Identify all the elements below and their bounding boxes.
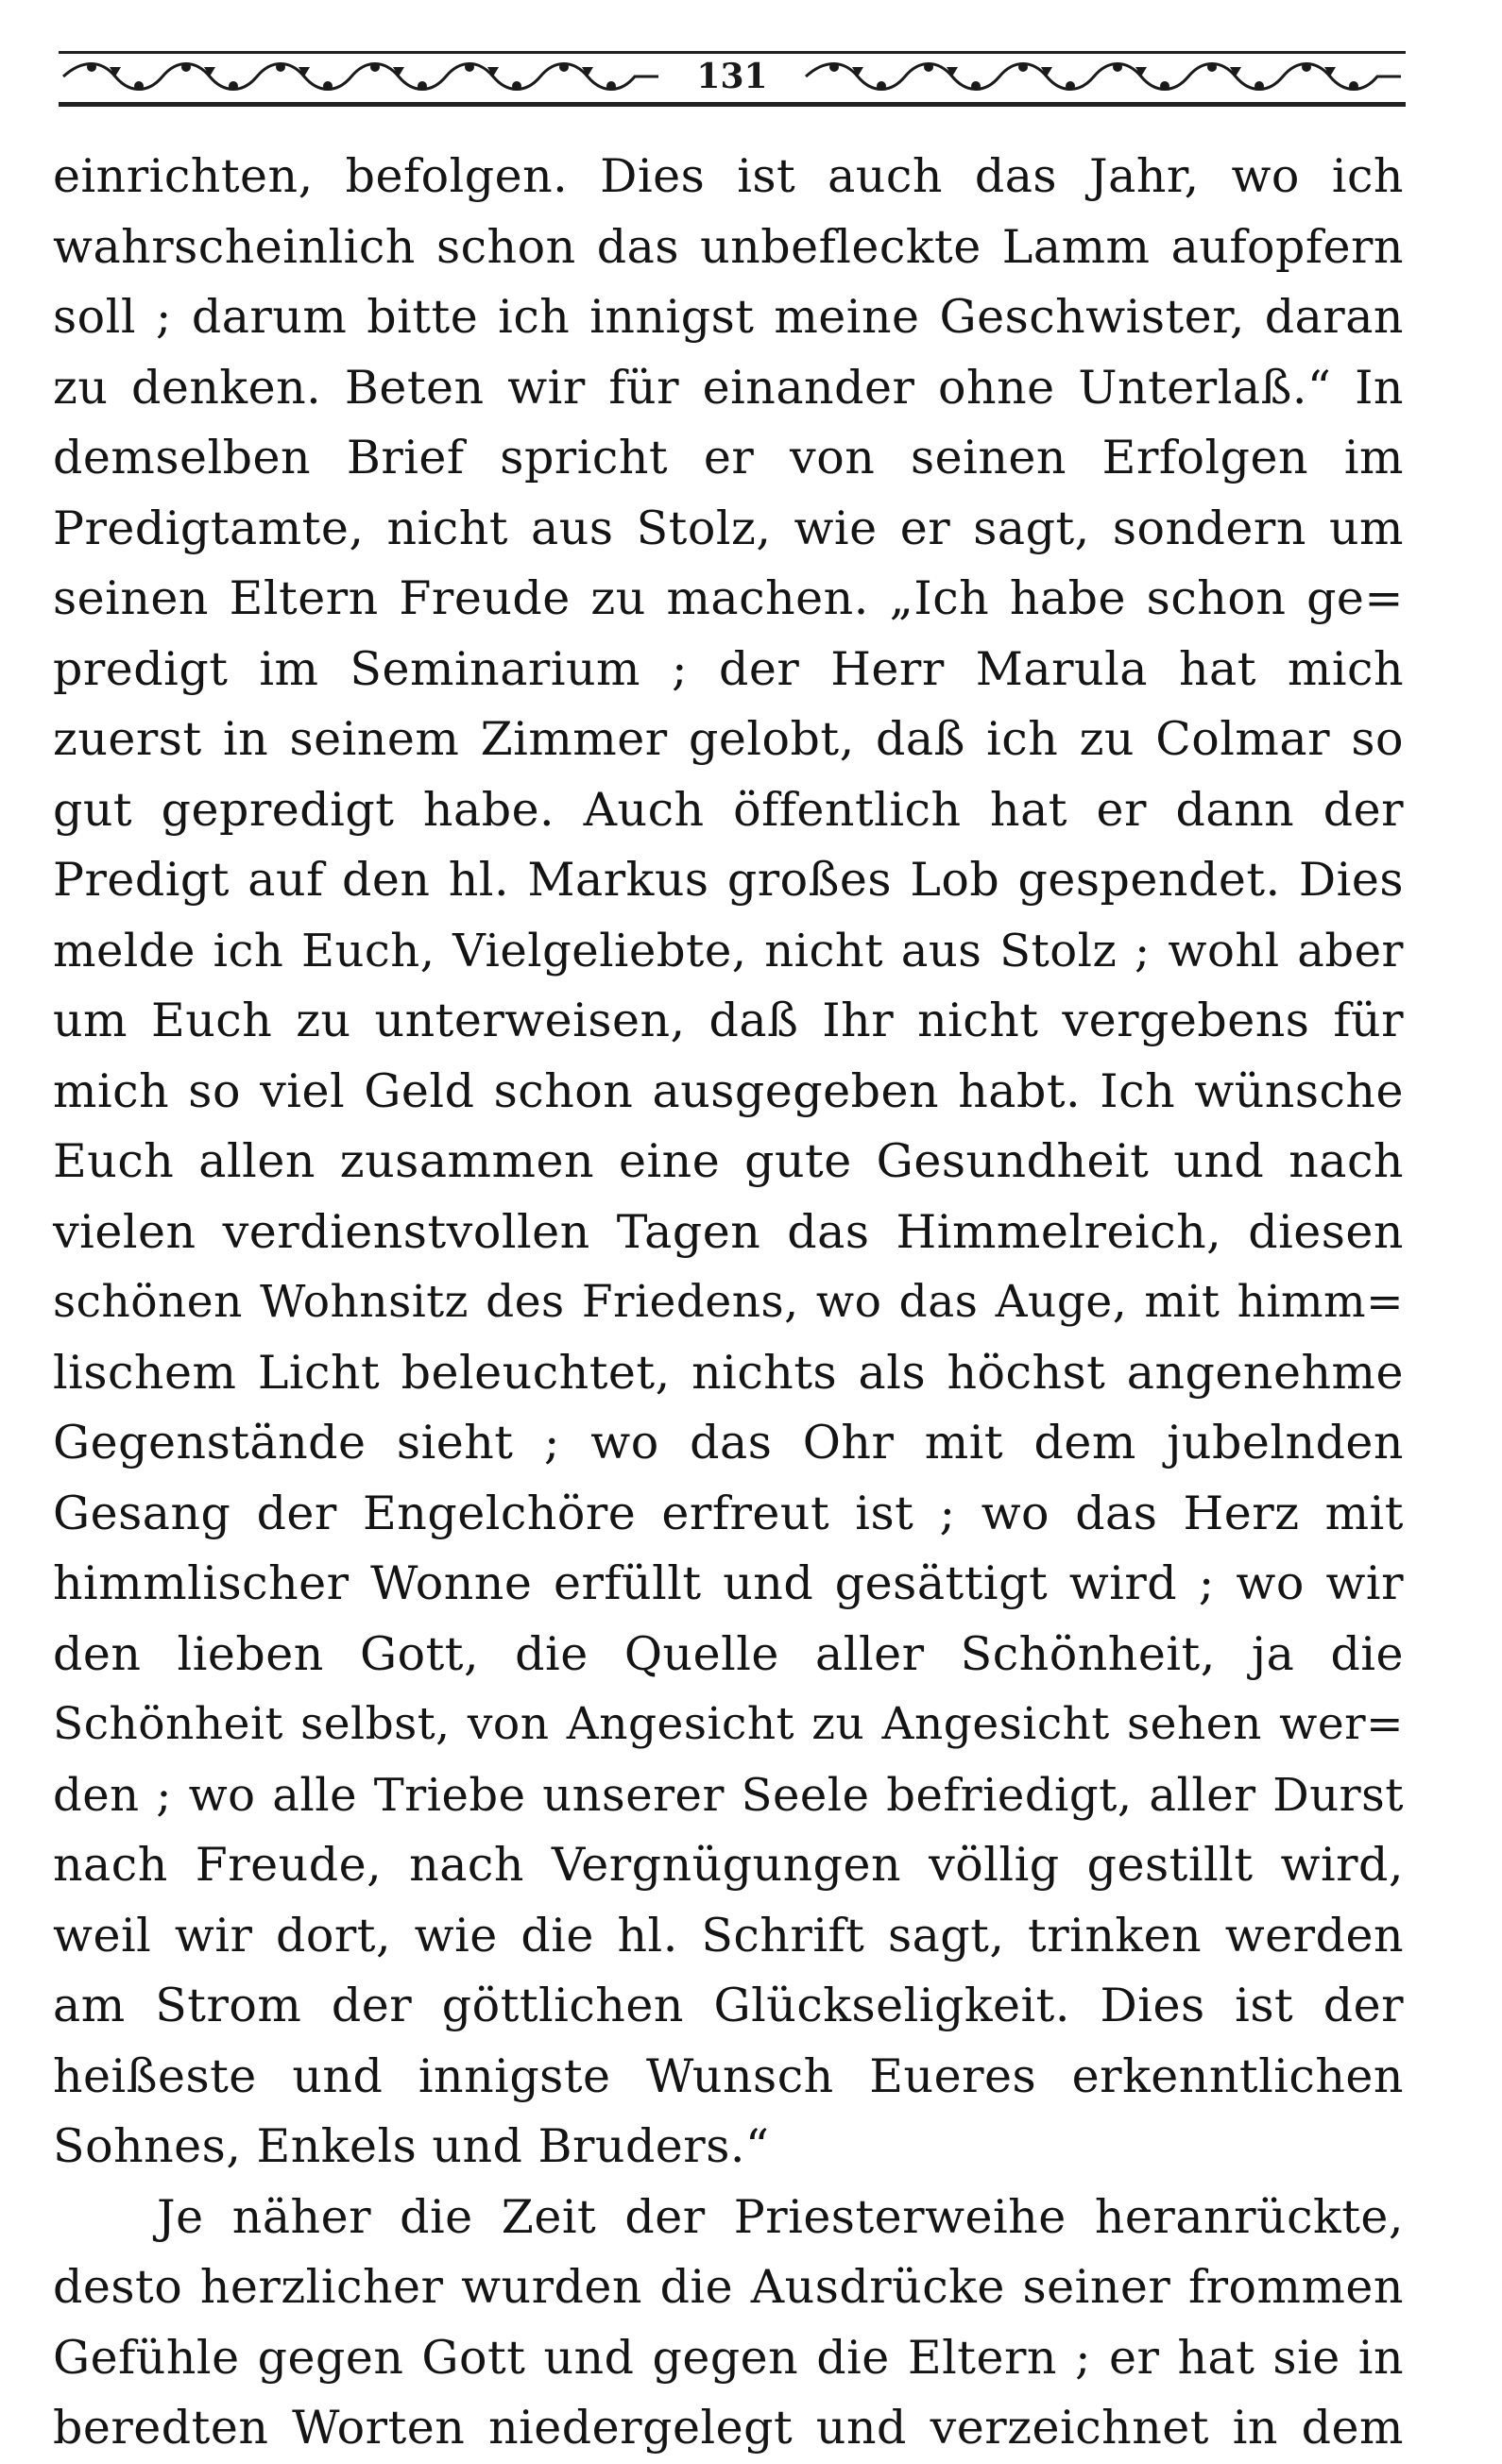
- text-line: predigt im Seminarium ; der Herr Marula hat mich: [53, 641, 1404, 696]
- text-line: am Strom der göttlichen Glückseligkeit. Dies ist der: [53, 1979, 1404, 2032]
- text-line: nach Freude, nach Vergnügungen völlig gestillt wird,: [53, 1838, 1404, 1892]
- text-line: Predigtamte, nicht aus Stolz, wie er sagt, sondern um: [53, 501, 1404, 555]
- text-line: demselben Brief spricht er von seinen Erfolgen im: [53, 431, 1404, 484]
- text-line: lischem Licht beleuchtet, nichts als höchst angenehme: [53, 1345, 1404, 1400]
- text-line: Euch allen zusammen eine gute Gesundheit und nach: [53, 1134, 1404, 1188]
- text-line: seinen Eltern Freude zu machen. „Ich habe schon ge=: [53, 571, 1404, 625]
- text-line: gut gepredigt habe. Auch öffentlich hat er dann der: [53, 782, 1404, 837]
- text-line: Gefühle gegen Gott und gegen die Eltern ; er hat sie in: [53, 2330, 1404, 2385]
- text-line: vielen verdienstvollen Tagen das Himmelreich, diesen: [53, 1204, 1404, 1259]
- text-line: desto herzlicher wurden die Ausdrücke seiner frommen: [53, 2260, 1404, 2314]
- text-line: zu denken. Beten wir für einander ohne Unterlaß.“ In: [53, 360, 1404, 415]
- text-line: wahrscheinlich schon das unbefleckte Lamm aufopfern: [53, 219, 1404, 274]
- text-line: soll ; darum bitte ich innigst meine Geschwister, daran: [53, 290, 1404, 344]
- text-line: heißeste und innigste Wunsch Eueres erkenntlichen: [53, 2048, 1404, 2103]
- text-line: Predigt auf den hl. Markus großes Lob gespendet. Dies: [53, 853, 1404, 907]
- text-line: Schönheit selbst, von Angesicht zu Angesicht sehen wer=: [53, 1698, 1404, 1750]
- page-header: [59, 47, 1406, 106]
- text-line: mich so viel Geld schon ausgegeben habt. Ich wünsche: [53, 1063, 1404, 1118]
- text-line: Sohnes, Enkels und Bruders.“: [53, 2119, 770, 2173]
- floral-ornament-right-icon: [801, 56, 1406, 97]
- text-line: himmlischer Wonne erfüllt und gesättigt wird ; wo wir: [53, 1556, 1404, 1610]
- text-line: Gegenstände sieht ; wo das Ohr mit dem jubelnden: [53, 1416, 1404, 1470]
- text-line: den ; wo alle Triebe unserer Seele befriedigt, aller Durst: [53, 1768, 1404, 1822]
- page-number: 131: [696, 57, 768, 96]
- body-text: [53, 142, 1404, 2464]
- floral-ornament-left-icon: [59, 56, 663, 97]
- text-line: schönen Wohnsitz des Friedens, wo das Auge, mit himm=: [53, 1276, 1404, 1328]
- text-line: Gesang der Engelchöre erfreut ist ; wo das Herz mit: [53, 1486, 1404, 1540]
- text-line: den lieben Gott, die Quelle aller Schönheit, ja die: [53, 1626, 1404, 1681]
- text-line: beredten Worten niedergelegt und verzeichnet in dem: [53, 2401, 1404, 2455]
- text-line: zuerst in seinem Zimmer gelobt, daß ich zu Colmar so: [53, 712, 1404, 766]
- text-line: melde ich Euch, Vielgeliebte, nicht aus Stolz ; wohl aber: [53, 924, 1404, 977]
- paragraph-first-line: Je näher die Zeit der Priesterweihe heranrückte,: [157, 2189, 1404, 2244]
- text-line: einrichten, befolgen. Dies ist auch das Jahr, wo ich: [53, 149, 1404, 203]
- text-line: weil wir dort, wie die hl. Schrift sagt, trinken werden: [53, 1908, 1404, 1963]
- text-line: um Euch zu unterweisen, daß Ihr nicht vergebens für: [53, 994, 1404, 1047]
